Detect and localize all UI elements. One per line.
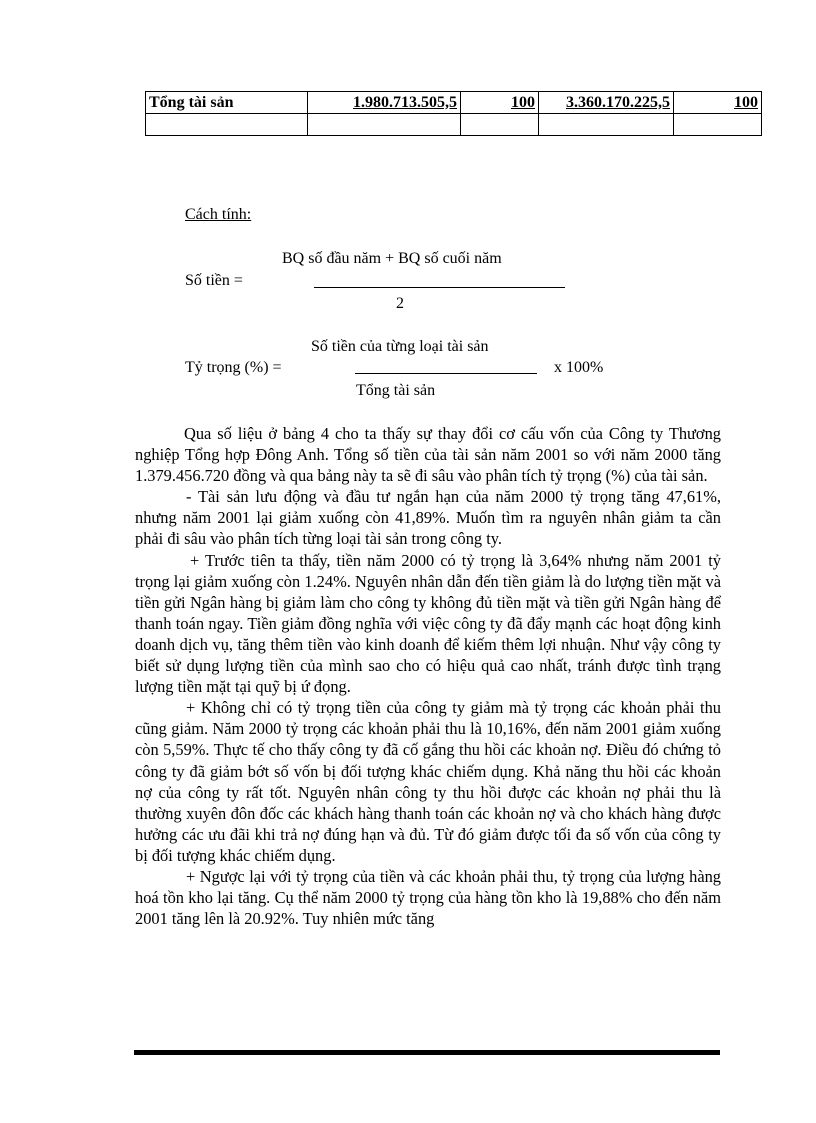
- paragraph-cash: + Trước tiên ta thấy, tiền năm 2000 có tỷ trọng là 3,64% nhưng năm 2001 tỷ trọng lại giảm xuống còn 1.24%. Nguyên nhân dẫn đến tiền giảm là do lượng tiền mặt và tiền gửi Ngân hàng bị giảm làm cho công ty không đủ tiền mặt và tiền gửi Ngân hàng để thanh toán ngay. Tiền giảm đồng nghĩa với việc công ty đã đẩy mạnh các hoạt động kinh doanh dịch vụ, tăng thêm tiền vào kinh doanh để kiếm thêm lợi nhuận. Như vậy công ty biết sử dụng lượng tiền của mình sao cho có hiệu quả cao nhất, tránh được tình trạng lượng tiền mặt tại quỹ bị ứ đọng.: [135, 550, 721, 697]
- formula1-denominator: 2: [396, 295, 404, 312]
- formula1-fraction-bar: [314, 287, 565, 288]
- formula2-numerator: Số tiền của từng loại tài sản: [311, 338, 489, 355]
- empty-cell: [146, 114, 308, 136]
- formula2-denominator: Tổng tài sản: [356, 382, 436, 399]
- paragraph-receivables: + Không chỉ có tỷ trọng tiền của công ty giảm mà tỷ trọng các khoản phải thu cũng giảm. Năm 2000 tỷ trọng các khoản phải thu là 10,16%, đến năm 2001 giảm xuống còn 5,59%. Thực tế cho thấy công ty đã cố gắng thu hồi các khoản nợ. Điều đó chứng tỏ công ty đã giảm bớt số vốn bị đối tượng khác chiếm dụng. Khả năng thu hồi các khoản nợ của công ty rất tốt. Nguyên nhân công ty thu hồi được các khoản nợ phải thu là thường xuyên đôn đốc các khách hàng thanh toán các khoản nợ và cho khách hàng được hưởng các ưu đãi khi trả nợ đúng hạn và đủ. Từ đó giảm được tối đa số vốn của công ty bị đối tượng khác chiếm dụng.: [135, 698, 721, 865]
- formula2-fraction-bar: [355, 373, 537, 374]
- table-row-empty: [146, 114, 762, 136]
- formula2-lhs: Tỷ trọng (%) =: [185, 359, 282, 376]
- formula2-multiplier: x 100%: [554, 359, 604, 376]
- table-row-total: [146, 92, 762, 114]
- value-2001-cell: 3.360.170.225,5: [539, 92, 674, 114]
- paragraph-inventory: + Ngược lại với tỷ trọng của tiền và các khoản phải thu, tỷ trọng của lượng hàng hoá tồn kho lại tăng. Cụ thể năm 2000 tỷ trọng của hàng tồn kho là 19,88% cho đến năm 2001 tăng lên là 20.92%. Tuy nhiên mức tăng: [135, 866, 721, 929]
- percent-2000-cell: 100: [461, 92, 539, 114]
- footer-rule: [134, 1050, 720, 1055]
- total-assets-label: Tổng tài sản: [146, 92, 308, 114]
- formula1-numerator: BQ số đầu năm + BQ số cuối năm: [282, 250, 502, 267]
- method-heading: Cách tính:: [185, 206, 252, 223]
- empty-cell: [674, 114, 762, 136]
- paragraph-intro: Qua số liệu ở bảng 4 cho ta thấy sự thay đổi cơ cấu vốn của Công ty Thương nghiệp Tổng hợp Đông Anh. Tổng số tiền của tài sản năm 2001 so với năm 2000 tăng 1.379.456.720 đồng và qua bảng này ta sẽ đi sâu vào phân tích tỷ trọng (%) của tài sản.: [135, 424, 721, 486]
- analysis-body: [135, 423, 721, 929]
- empty-cell: [539, 114, 674, 136]
- asset-table: [145, 91, 762, 136]
- value-2000-cell: 1.980.713.505,5: [308, 92, 461, 114]
- empty-cell: [308, 114, 461, 136]
- percent-2001-cell: 100: [674, 92, 762, 114]
- paragraph-current-assets: - Tài sản lưu động và đầu tư ngắn hạn của năm 2000 tỷ trọng tăng 47,61%, nhưng năm 2001 lại giảm xuống còn 41,89%. Muốn tìm ra nguyên nhân giảm ta cần phải đi sâu vào phân tích từng loại tài sản trong công ty.: [135, 487, 721, 549]
- empty-cell: [461, 114, 539, 136]
- formula1-lhs: Số tiền =: [185, 272, 243, 289]
